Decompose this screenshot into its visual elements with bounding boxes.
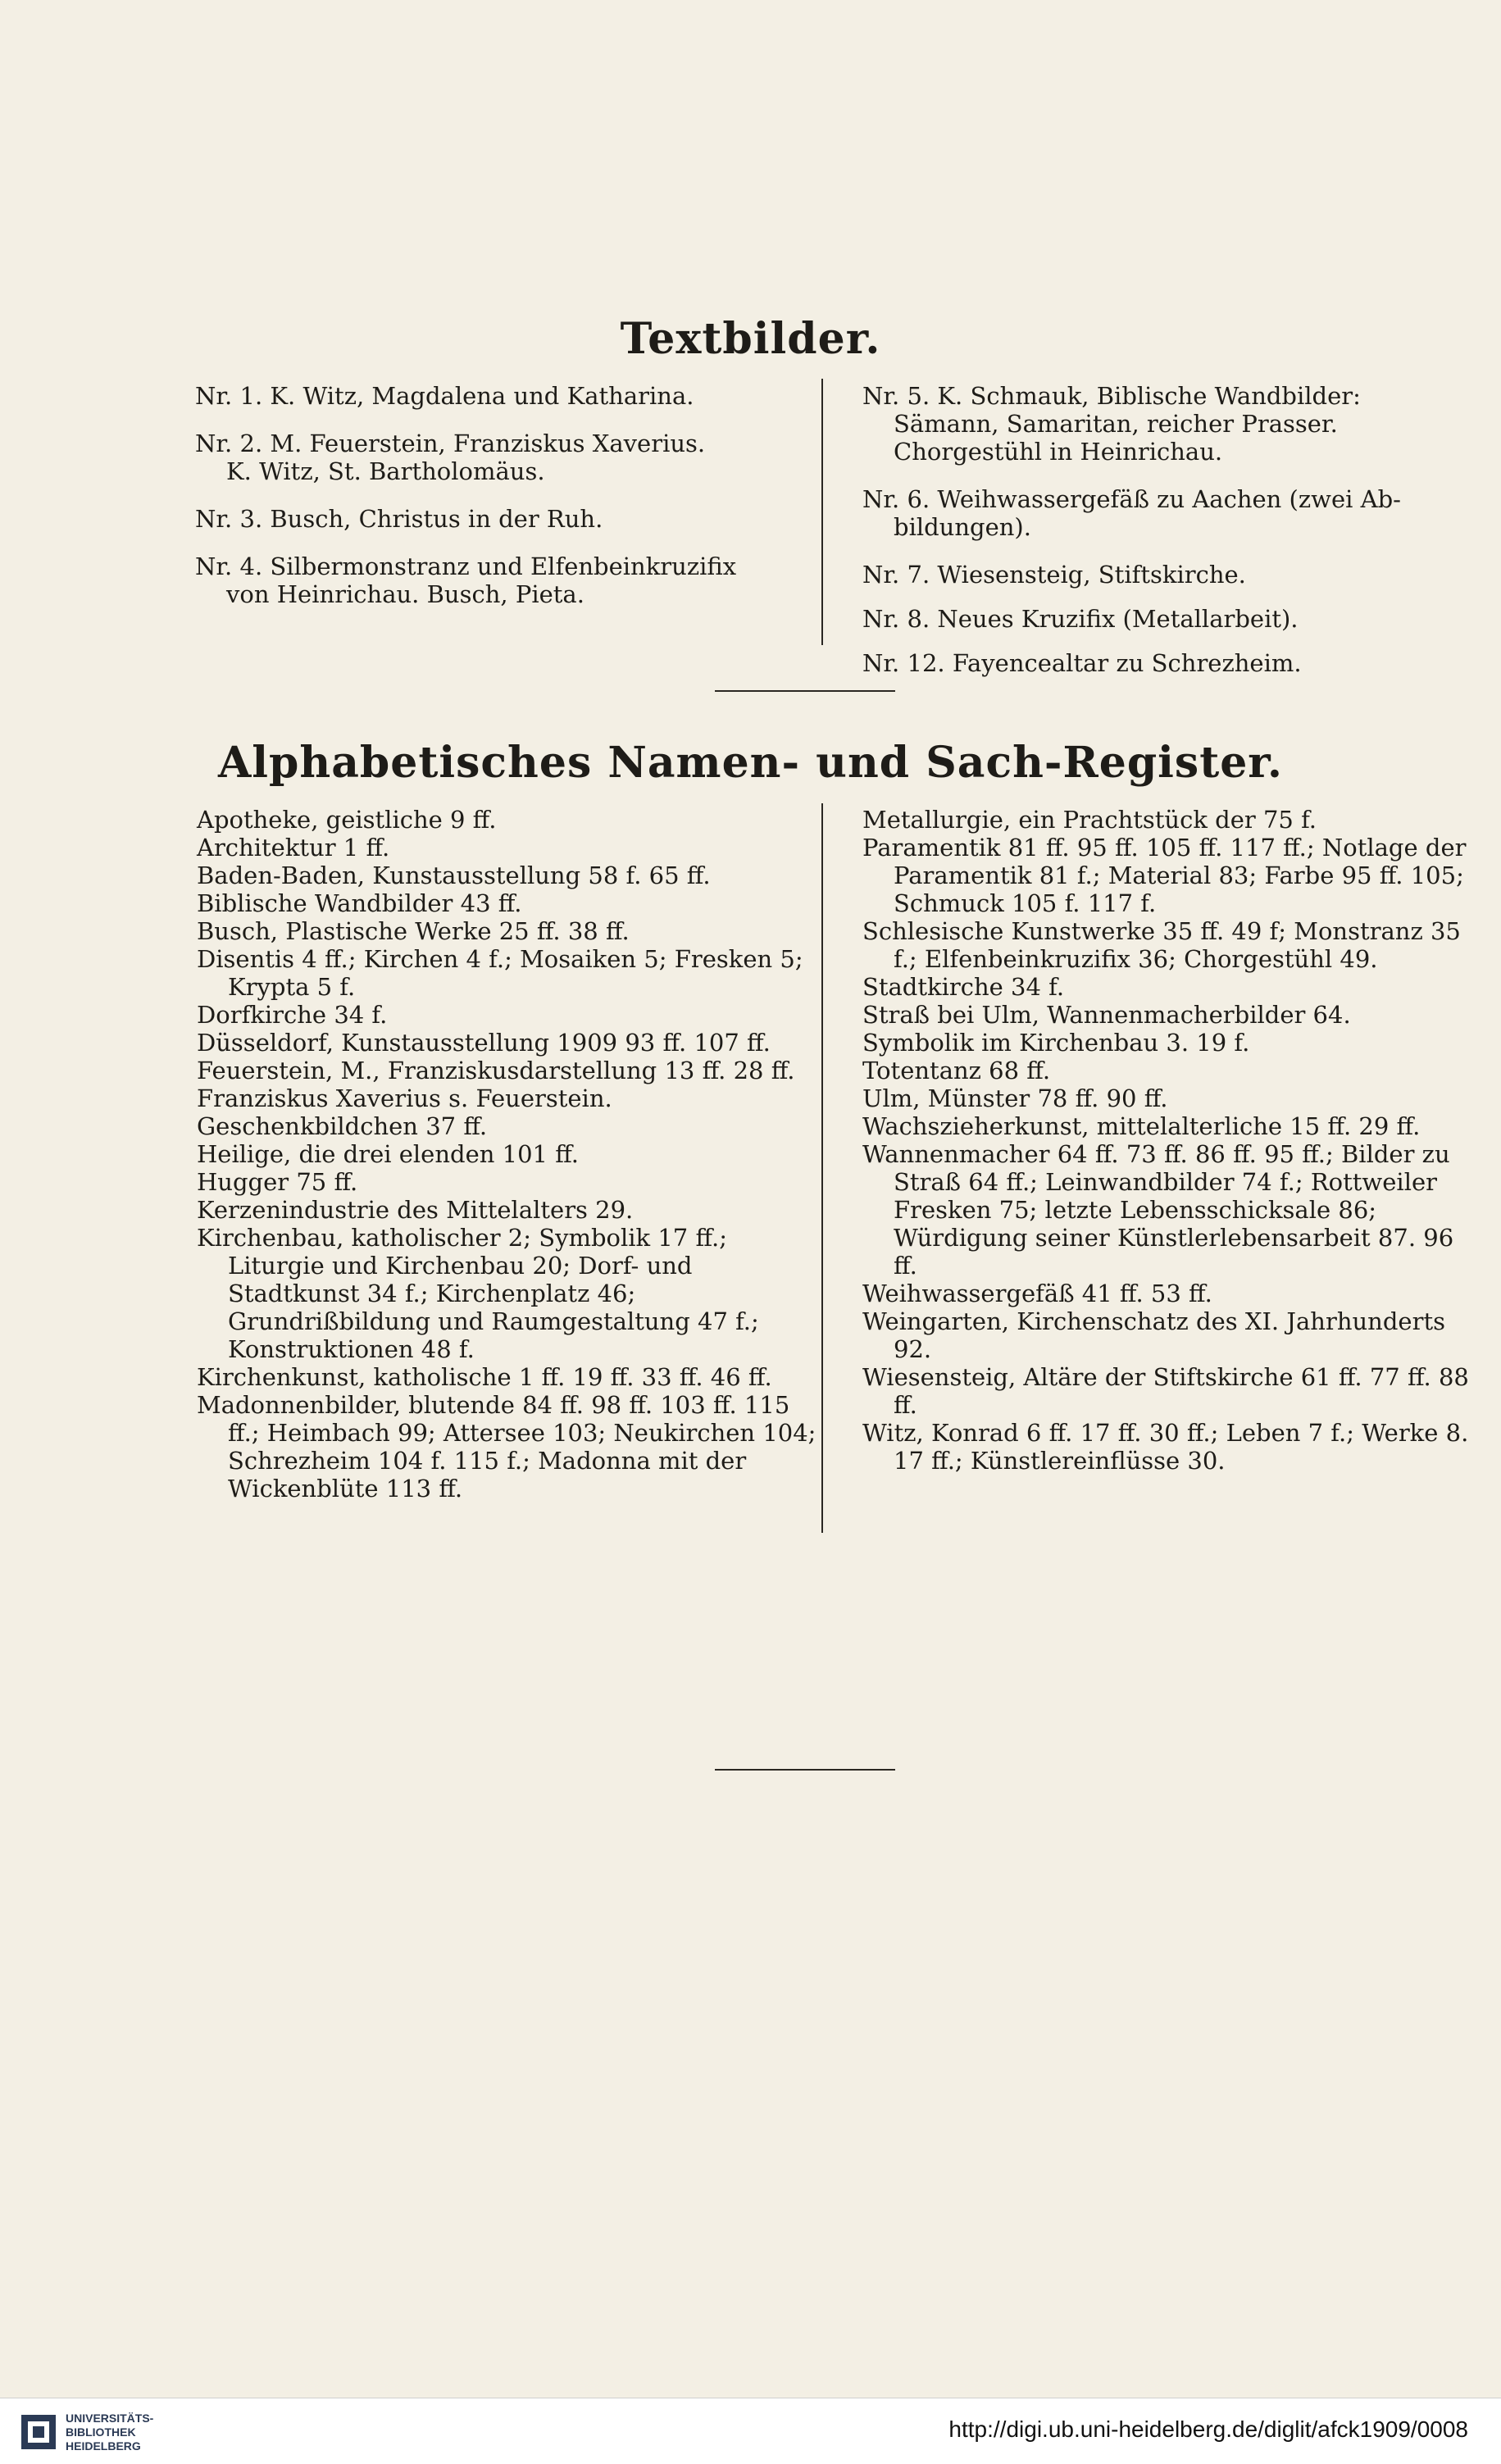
register-entry: Architektur 1 ff.: [197, 834, 390, 861]
logo-text-line: BIBLIOTHEK: [66, 2425, 136, 2439]
register-entry: Disentis 4 ff.; Kirchen 4 f.; Mosaiken 5; Fresken 5; Krypta 5 f.: [197, 945, 803, 1001]
logo-text-line: UNIVERSITÄTS-: [66, 2412, 154, 2425]
register-entry: Paramentik 81 ff. 95 ff. 105 ff. 117 ff.; Notlage der Paramentik 81 f.; Material 83; Farbe 95 ff. 105; Schmuck 105 f. 117 f.: [862, 834, 1467, 917]
register-entry: Weingarten, Kirchenschatz des XI. Jahrhunderts 92.: [862, 1307, 1445, 1363]
textbilder-right-column: [862, 382, 1469, 693]
figure-list-item: Nr. 1. K. Witz, Magdalena und Katharina.: [195, 382, 694, 410]
register-entry: Symbolik im Kirchenbau 3. 19 f.: [862, 1029, 1250, 1057]
library-logo-text: [66, 2412, 153, 2453]
register-entry: Heilige, die drei elenden 101 ff.: [197, 1140, 579, 1168]
register-entry: Stadtkirche 34 f.: [862, 973, 1065, 1001]
register-entry: Baden-Baden, Kunstausstellung 58 f. 65 ff.: [197, 861, 711, 889]
footer-bar: [0, 2398, 1501, 2464]
register-entry: Busch, Plastische Werke 25 ff. 38 ff.: [197, 917, 630, 945]
logo-text-line: HEIDELBERG: [66, 2439, 141, 2453]
register-entry: Wannenmacher 64 ff. 73 ff. 86 ff. 95 ff.; Bilder zu Straß 64 ff.; Leinwandbilder 74 f.; Rottweiler Fresken 75; letzte Lebensschicksale 86; Würdigung seiner Künstlerlebensarbeit 87. 96 ff.: [862, 1140, 1454, 1280]
register-entry: Wiesensteig, Altäre der Stiftskirche 61 ff. 77 ff. 88 ff.: [862, 1363, 1469, 1419]
library-logo[interactable]: [20, 2410, 200, 2459]
register-entry: Wachszieherkunst, mittelalterliche 15 ff. 29 ff.: [862, 1112, 1421, 1140]
register-entry: Dorfkirche 34 f.: [197, 1001, 388, 1029]
figure-list-item: Nr. 6. Weihwassergefäß zu Aachen (zwei Ab- bildungen).: [862, 485, 1401, 541]
section-separator-rule: [715, 690, 895, 692]
register-entry: Kirchenkunst, katholische 1 ff. 19 ff. 33 ff. 46 ff.: [197, 1363, 772, 1391]
textbilder-column-divider: [821, 379, 823, 645]
register-entry: Franziskus Xaverius s. Feuerstein.: [197, 1084, 612, 1112]
register-left-column: [197, 806, 818, 1502]
textbilder-title: Textbilder.: [620, 314, 881, 364]
register-entry: Schlesische Kunstwerke 35 ff. 49 f; Monstranz 35 f.; Elfenbeinkruzifix 36; Chorgestühl 49.: [862, 917, 1461, 973]
figure-list-item: Nr. 3. Busch, Christus in der Ruh.: [195, 505, 603, 533]
register-entry: Biblische Wandbilder 43 ff.: [197, 889, 522, 917]
figure-list-item: Nr. 7. Wiesensteig, Stiftskirche.: [862, 561, 1246, 589]
register-entry: Straß bei Ulm, Wannenmacherbilder 64.: [862, 1001, 1351, 1029]
figure-list-item: Nr. 4. Silbermonstranz und Elfenbeinkruzifix von Heinrichau. Busch, Pieta.: [195, 552, 737, 608]
register-entry: Apotheke, geistliche 9 ff.: [197, 806, 497, 834]
register-column-divider: [821, 803, 823, 1533]
register-entry: Witz, Konrad 6 ff. 17 ff. 30 ff.; Leben 7 f.; Werke 8. 17 ff.; Künstlereinflüsse 30.: [862, 1419, 1469, 1475]
figure-list-item: Nr. 8. Neues Kruzifix (Metallarbeit).: [862, 605, 1299, 633]
register-entry: Metallurgie, ein Prachtstück der 75 f.: [862, 806, 1317, 834]
library-seal-icon: [20, 2413, 57, 2451]
register-entry: Geschenkbildchen 37 ff.: [197, 1112, 488, 1140]
register-entry: Hugger 75 ff.: [197, 1168, 358, 1196]
register-entry: Madonnenbilder, blutende 84 ff. 98 ff. 103 ff. 115 ff.; Heimbach 99; Attersee 103; Neukirchen 104; Schrezheim 104 f. 115 f.; Madonna mit der Wickenblüte 113 ff.: [197, 1391, 816, 1502]
end-rule: [715, 1769, 895, 1771]
register-entry: Totentanz 68 ff.: [862, 1057, 1051, 1084]
register-entry: Ulm, Münster 78 ff. 90 ff.: [862, 1084, 1168, 1112]
figure-list-item: Nr. 12. Fayencealtar zu Schrezheim.: [862, 649, 1302, 677]
register-entry: Düsseldorf, Kunstausstellung 1909 93 ff. 107 ff.: [197, 1029, 771, 1057]
register-entry: Feuerstein, M., Franziskusdarstellung 13 ff. 28 ff.: [197, 1057, 795, 1084]
register-title: Alphabetisches Namen- und Sach-Register.: [217, 738, 1284, 788]
source-url-link[interactable]: http://digi.ub.uni-heidelberg.de/diglit/afck1909/0008: [948, 2416, 1468, 2442]
register-entry: Kirchenbau, katholischer 2; Symbolik 17 ff.; Liturgie und Kirchenbau 20; Dorf- und Stadtkunst 34 f.; Kirchenplatz 46; Grundrißbildung und Raumgestaltung 47 f.; Konstruktionen 48 f.: [197, 1224, 759, 1363]
textbilder-left-column: [195, 382, 818, 628]
register-entry: Kerzenindustrie des Mittelalters 29.: [197, 1196, 634, 1224]
figure-list-item: Nr. 5. K. Schmauk, Biblische Wandbilder: Sämann, Samaritan, reicher Prasser. Chorgestühl in Heinrichau.: [862, 382, 1361, 466]
figure-list-item: Nr. 2. M. Feuerstein, Franziskus Xaverius. K. Witz, St. Bartholomäus.: [195, 430, 706, 485]
register-entry: Weihwassergefäß 41 ff. 53 ff.: [862, 1280, 1212, 1307]
register-right-column: [862, 806, 1469, 1475]
